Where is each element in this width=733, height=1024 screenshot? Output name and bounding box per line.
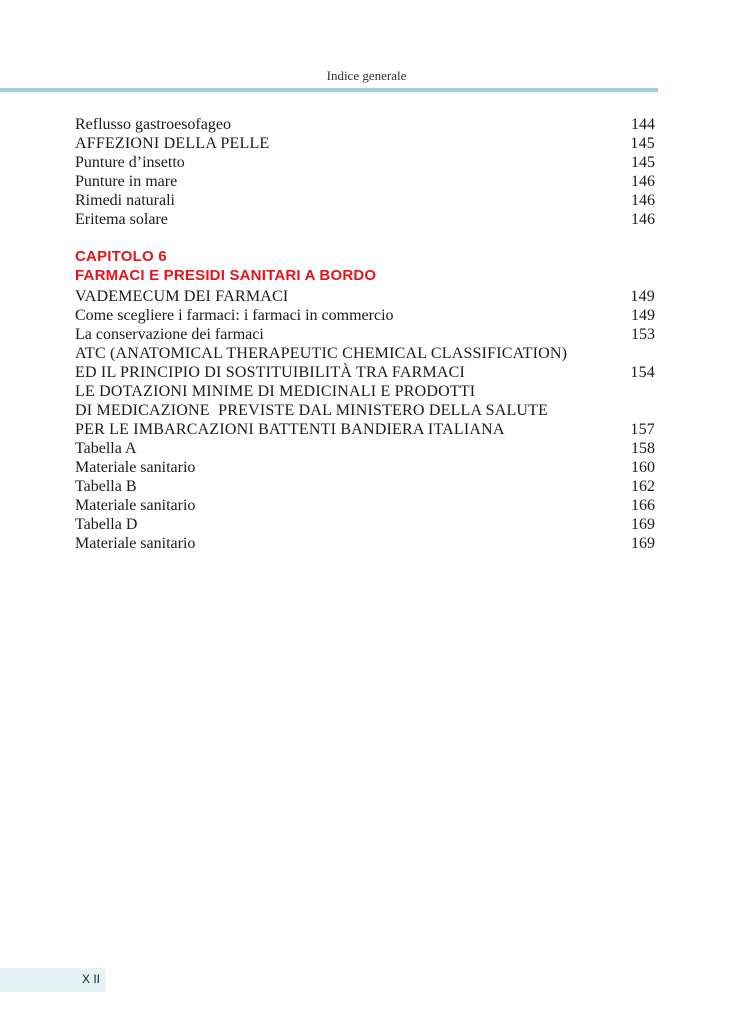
toc-entry-label: Punture in mare (75, 173, 178, 190)
toc-entry-label: Materiale sanitario (75, 459, 196, 476)
toc-entry-label: PER LE IMBARCAZIONI BATTENTI BANDIERA ITALIANA (75, 421, 505, 438)
toc-entry-page: 153 (631, 326, 655, 343)
toc-entry-label: Come scegliere i farmaci: i farmaci in commercio (75, 307, 394, 324)
toc-entry-page: 149 (630, 288, 655, 305)
toc-entry-page: 144 (631, 116, 655, 133)
toc-entry-label: Punture d’insetto (75, 154, 185, 171)
toc-section-2 (75, 287, 655, 553)
toc-entry[interactable] (75, 344, 655, 363)
toc-entry-label: VADEMECUM DEI FARMACI (75, 288, 289, 305)
toc-entry-page: 158 (631, 440, 655, 457)
toc-entry-page: 157 (630, 421, 655, 438)
toc-entry[interactable] (75, 401, 655, 420)
toc-entry[interactable] (75, 172, 655, 191)
toc-entry[interactable] (75, 191, 655, 210)
toc-entry[interactable] (75, 439, 655, 458)
running-header-title: Indice generale (326, 68, 407, 83)
toc-entry-page: 146 (631, 173, 655, 190)
toc-entry-label: LE DOTAZIONI MINIME DI MEDICINALI E PRODOTTI (75, 383, 476, 400)
toc-entry-label: DI MEDICAZIONE PREVISTE DAL MINISTERO DELLA SALUTE (75, 402, 549, 419)
toc-entry-label: Tabella D (75, 516, 138, 533)
toc-entry[interactable] (75, 496, 655, 515)
toc-entry-page: 169 (631, 535, 655, 552)
toc-entry[interactable] (75, 134, 655, 153)
toc-entry-page: 169 (631, 516, 655, 533)
toc-entry-label: Materiale sanitario (75, 497, 196, 514)
toc-entry[interactable] (75, 363, 655, 382)
toc-entry[interactable] (75, 420, 655, 439)
toc-entry-label: Materiale sanitario (75, 535, 196, 552)
toc-entry[interactable] (75, 458, 655, 477)
toc-entry[interactable] (75, 382, 655, 401)
section-spacer (75, 229, 655, 247)
toc-entry[interactable] (75, 115, 655, 134)
toc-entry-page: 160 (631, 459, 655, 476)
chapter-title[interactable]: FARMACI E PRESIDI SANITARI A BORDO (75, 267, 377, 284)
toc-entry[interactable] (75, 477, 655, 496)
toc-entry-page: 145 (630, 135, 655, 152)
toc-entry[interactable] (75, 515, 655, 534)
toc-section-1 (75, 115, 655, 229)
header-rule (0, 88, 658, 92)
toc-entry[interactable] (75, 287, 655, 306)
toc-entry-label: La conservazione dei farmaci (75, 326, 264, 343)
toc-entry-page: 149 (631, 307, 655, 324)
chapter-number[interactable]: CAPITOLO 6 (75, 248, 167, 265)
toc-entry[interactable] (75, 534, 655, 553)
toc-entry-page: 146 (631, 211, 655, 228)
footer-page-number: X II (82, 972, 101, 986)
toc-entry-label: Rimedi naturali (75, 192, 175, 209)
toc-entry-page: 145 (631, 154, 655, 171)
table-of-contents (75, 115, 655, 553)
toc-entry-label: ATC (ANATOMICAL THERAPEUTIC CHEMICAL CLASSIFICATION) (75, 345, 568, 362)
toc-entry-page: 154 (630, 364, 655, 381)
toc-entry-label: AFFEZIONI DELLA PELLE (75, 135, 270, 152)
toc-entry-label: Tabella B (75, 478, 137, 495)
toc-entry-label: ED IL PRINCIPIO DI SOSTITUIBILITÀ TRA FARMACI (75, 364, 466, 381)
toc-entry-label: Eritema solare (75, 211, 168, 228)
toc-entry-page: 146 (631, 192, 655, 209)
toc-entry[interactable] (75, 153, 655, 172)
toc-entry[interactable] (75, 306, 655, 325)
toc-entry-label: Reflusso gastroesofageo (75, 116, 231, 133)
toc-entry-label: Tabella A (75, 440, 137, 457)
toc-entry-page: 162 (631, 478, 655, 495)
toc-entry-page: 166 (631, 497, 655, 514)
toc-entry[interactable] (75, 325, 655, 344)
toc-entry[interactable] (75, 210, 655, 229)
